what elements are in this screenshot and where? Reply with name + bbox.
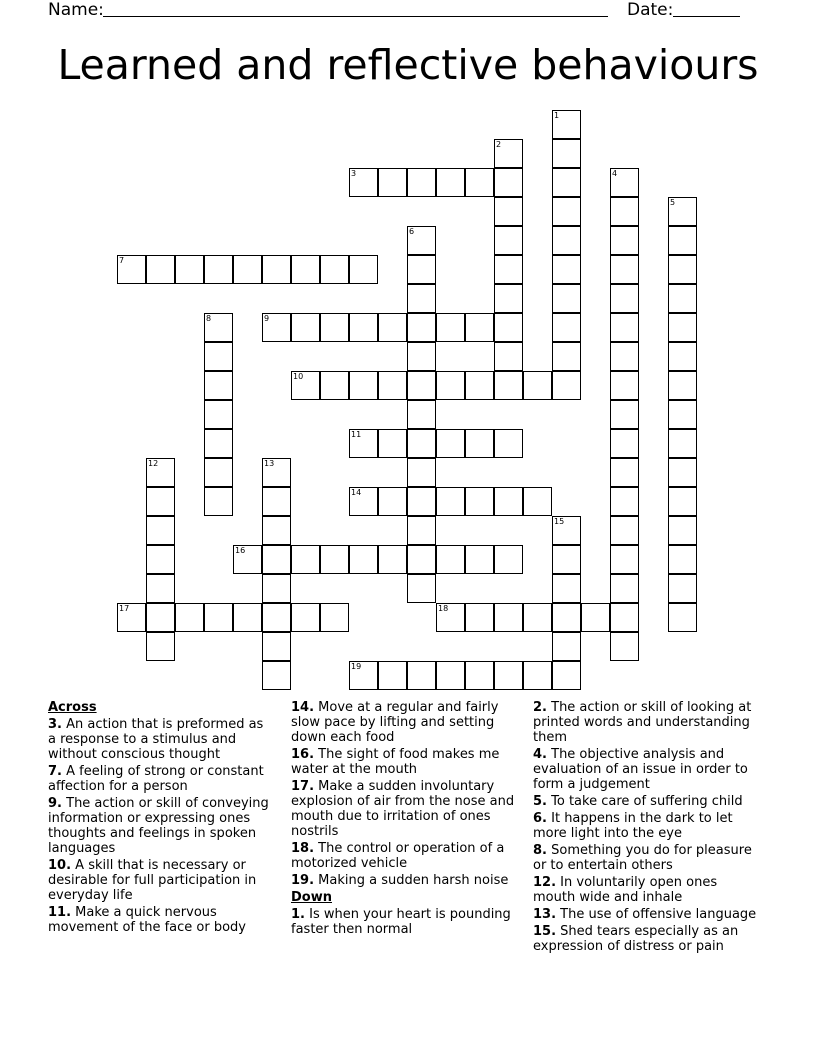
grid-cell[interactable] bbox=[407, 284, 436, 313]
grid-cell[interactable] bbox=[349, 168, 378, 197]
grid-cell[interactable] bbox=[465, 487, 494, 516]
grid-cell[interactable] bbox=[320, 371, 349, 400]
grid-cell[interactable] bbox=[494, 545, 523, 574]
name-label: Name: bbox=[48, 0, 104, 20]
grid-cell[interactable] bbox=[204, 255, 233, 284]
grid-cell[interactable] bbox=[610, 545, 639, 574]
grid-cell[interactable] bbox=[668, 284, 697, 313]
grid-cell[interactable] bbox=[204, 603, 233, 632]
down-clue: 5. To take care of suffering child bbox=[533, 794, 743, 809]
grid-cell[interactable] bbox=[523, 371, 552, 400]
grid-cell[interactable] bbox=[204, 458, 233, 487]
grid-cell[interactable] bbox=[494, 197, 523, 226]
grid-cell[interactable] bbox=[494, 603, 523, 632]
grid-cell[interactable] bbox=[407, 574, 436, 603]
grid-cell[interactable] bbox=[262, 458, 291, 487]
date-label: Date: bbox=[627, 0, 674, 20]
grid-cell[interactable] bbox=[610, 371, 639, 400]
grid-cell[interactable] bbox=[494, 313, 523, 342]
grid-cell[interactable] bbox=[465, 313, 494, 342]
grid-cell[interactable] bbox=[349, 487, 378, 516]
grid-cell[interactable] bbox=[407, 168, 436, 197]
grid-cell[interactable] bbox=[494, 226, 523, 255]
grid-cell[interactable] bbox=[494, 487, 523, 516]
grid-cell[interactable] bbox=[204, 487, 233, 516]
grid-cell[interactable] bbox=[378, 661, 407, 690]
clue-column-1 bbox=[48, 700, 270, 937]
down-clue: 15. Shed tears especially as an expression of distress or pain bbox=[533, 924, 739, 954]
grid-cell[interactable] bbox=[552, 545, 581, 574]
grid-cell[interactable] bbox=[610, 197, 639, 226]
grid-cell[interactable] bbox=[436, 429, 465, 458]
grid-cell[interactable] bbox=[349, 545, 378, 574]
grid-cell[interactable] bbox=[291, 545, 320, 574]
grid-cell[interactable] bbox=[262, 516, 291, 545]
grid-cell[interactable] bbox=[291, 313, 320, 342]
grid-cell[interactable] bbox=[349, 255, 378, 284]
grid-cell[interactable] bbox=[146, 603, 175, 632]
grid-cell[interactable] bbox=[668, 371, 697, 400]
clue-number: 13 bbox=[264, 459, 275, 468]
grid-cell[interactable] bbox=[378, 313, 407, 342]
down-clue: 12. In voluntarily open ones mouth wide and inhale bbox=[533, 875, 718, 905]
grid-cell[interactable] bbox=[146, 516, 175, 545]
across-clue: 17. Make a sudden involuntary explosion of air from the nose and mouth due to irritation of ones nostrils bbox=[291, 779, 515, 839]
grid-cell[interactable] bbox=[117, 255, 146, 284]
grid-cell[interactable] bbox=[668, 545, 697, 574]
grid-cell[interactable] bbox=[407, 661, 436, 690]
grid-cell[interactable] bbox=[668, 342, 697, 371]
grid-cell[interactable] bbox=[233, 603, 262, 632]
grid-cell[interactable] bbox=[262, 603, 291, 632]
clue-number: 14 bbox=[351, 488, 362, 497]
clue-number: 16 bbox=[235, 546, 246, 555]
grid-cell[interactable] bbox=[436, 487, 465, 516]
grid-cell[interactable] bbox=[552, 139, 581, 168]
grid-cell[interactable] bbox=[552, 110, 581, 139]
down-clue: 8. Something you do for pleasure or to entertain others bbox=[533, 843, 752, 873]
grid-cell[interactable] bbox=[436, 168, 465, 197]
grid-cell[interactable] bbox=[465, 661, 494, 690]
across-clue: 16. The sight of food makes me water at the mouth bbox=[291, 747, 500, 777]
grid-cell[interactable] bbox=[407, 313, 436, 342]
grid-cell[interactable] bbox=[146, 487, 175, 516]
grid-cell[interactable] bbox=[204, 400, 233, 429]
grid-cell[interactable] bbox=[552, 255, 581, 284]
grid-cell[interactable] bbox=[349, 313, 378, 342]
grid-cell[interactable] bbox=[349, 371, 378, 400]
grid-cell[interactable] bbox=[552, 516, 581, 545]
grid-cell[interactable] bbox=[262, 632, 291, 661]
down-heading: Down bbox=[291, 890, 332, 905]
grid-cell[interactable] bbox=[378, 545, 407, 574]
down-clue: 4. The objective analysis and evaluation of an issue in order to form a judgement bbox=[533, 747, 748, 792]
clue-number: 17 bbox=[119, 604, 130, 613]
grid-cell[interactable] bbox=[436, 661, 465, 690]
clue-number: 10 bbox=[293, 372, 304, 381]
grid-cell[interactable] bbox=[552, 226, 581, 255]
grid-cell[interactable] bbox=[610, 603, 639, 632]
grid-cell[interactable] bbox=[291, 603, 320, 632]
grid-cell[interactable] bbox=[407, 400, 436, 429]
grid-cell[interactable] bbox=[291, 371, 320, 400]
grid-cell[interactable] bbox=[523, 487, 552, 516]
clue-number: 4 bbox=[612, 169, 618, 178]
grid-cell[interactable] bbox=[610, 458, 639, 487]
clue-number: 1 bbox=[554, 111, 560, 120]
grid-cell[interactable] bbox=[291, 255, 320, 284]
down-clue: 1. Is when your heart is pounding faster then normal bbox=[291, 907, 511, 937]
grid-cell[interactable] bbox=[552, 168, 581, 197]
grid-cell[interactable] bbox=[668, 313, 697, 342]
grid-cell[interactable] bbox=[610, 342, 639, 371]
grid-cell[interactable] bbox=[146, 255, 175, 284]
grid-cell[interactable] bbox=[668, 574, 697, 603]
grid-cell[interactable] bbox=[552, 632, 581, 661]
grid-cell[interactable] bbox=[610, 487, 639, 516]
across-clue: 18. The control or operation of a motorized vehicle bbox=[291, 841, 505, 871]
clue-number: 19 bbox=[351, 662, 362, 671]
grid-cell[interactable] bbox=[668, 487, 697, 516]
across-clue: 7. A feeling of strong or constant affection for a person bbox=[48, 764, 264, 794]
grid-cell[interactable] bbox=[610, 516, 639, 545]
grid-cell[interactable] bbox=[117, 603, 146, 632]
grid-cell[interactable] bbox=[465, 371, 494, 400]
grid-cell[interactable] bbox=[494, 168, 523, 197]
across-clue: 14. Move at a regular and fairly slow pace by lifting and setting down each food bbox=[291, 700, 499, 745]
across-heading: Across bbox=[48, 700, 97, 715]
across-clue: 11. Make a quick nervous movement of the face or body bbox=[48, 905, 246, 935]
grid-cell[interactable] bbox=[233, 255, 262, 284]
across-clue: 10. A skill that is necessary or desirable for full participation in everyday life bbox=[48, 858, 257, 903]
grid-cell[interactable] bbox=[668, 400, 697, 429]
clue-column-2 bbox=[291, 700, 519, 939]
clue-number: 11 bbox=[351, 430, 362, 439]
grid-cell[interactable] bbox=[494, 255, 523, 284]
grid-cell[interactable] bbox=[581, 603, 610, 632]
grid-cell[interactable] bbox=[175, 603, 204, 632]
grid-cell[interactable] bbox=[407, 342, 436, 371]
grid-cell[interactable] bbox=[494, 139, 523, 168]
grid-cell[interactable] bbox=[436, 603, 465, 632]
grid-cell[interactable] bbox=[320, 545, 349, 574]
grid-cell[interactable] bbox=[610, 400, 639, 429]
grid-cell[interactable] bbox=[494, 342, 523, 371]
grid-cell[interactable] bbox=[494, 661, 523, 690]
down-clue: 13. The use of offensive language bbox=[533, 907, 757, 922]
clue-number: 9 bbox=[264, 314, 270, 323]
grid-cell[interactable] bbox=[407, 458, 436, 487]
grid-cell[interactable] bbox=[320, 255, 349, 284]
grid-cell[interactable] bbox=[262, 545, 291, 574]
grid-cell[interactable] bbox=[407, 255, 436, 284]
grid-cell[interactable] bbox=[668, 226, 697, 255]
grid-cell[interactable] bbox=[407, 516, 436, 545]
grid-cell[interactable] bbox=[262, 574, 291, 603]
grid-cell[interactable] bbox=[204, 371, 233, 400]
grid-cell[interactable] bbox=[407, 226, 436, 255]
down-clue: 6. It happens in the dark to let more light into the eye bbox=[533, 811, 733, 841]
grid-cell[interactable] bbox=[494, 429, 523, 458]
grid-cell[interactable] bbox=[668, 458, 697, 487]
grid-cell[interactable] bbox=[436, 371, 465, 400]
clue-number: 7 bbox=[119, 256, 125, 265]
grid-cell[interactable] bbox=[146, 545, 175, 574]
clue-number: 15 bbox=[554, 517, 565, 526]
grid-cell[interactable] bbox=[465, 168, 494, 197]
grid-cell[interactable] bbox=[146, 458, 175, 487]
grid-cell[interactable] bbox=[610, 284, 639, 313]
page-title: Learned and reflective behaviours bbox=[57, 41, 759, 89]
grid-cell[interactable] bbox=[407, 371, 436, 400]
down-clue: 2. The action or skill of looking at printed words and understanding them bbox=[533, 700, 752, 745]
grid-cell[interactable] bbox=[552, 313, 581, 342]
grid-cell[interactable] bbox=[262, 255, 291, 284]
grid-cell[interactable] bbox=[552, 574, 581, 603]
clue-number: 5 bbox=[670, 198, 676, 207]
grid-cell[interactable] bbox=[204, 313, 233, 342]
grid-cell[interactable] bbox=[465, 603, 494, 632]
grid-cell[interactable] bbox=[262, 313, 291, 342]
grid-cell[interactable] bbox=[668, 197, 697, 226]
clue-column-3 bbox=[533, 700, 763, 956]
grid-cell[interactable] bbox=[320, 313, 349, 342]
clue-number: 12 bbox=[148, 459, 159, 468]
grid-cell[interactable] bbox=[436, 313, 465, 342]
grid-cell[interactable] bbox=[436, 545, 465, 574]
grid-cell[interactable] bbox=[494, 284, 523, 313]
across-clue: 3. An action that is preformed as a response to a stimulus and without conscious thought bbox=[48, 717, 264, 762]
grid-cell[interactable] bbox=[610, 226, 639, 255]
grid-cell[interactable] bbox=[668, 255, 697, 284]
grid-cell[interactable] bbox=[610, 255, 639, 284]
clue-list bbox=[48, 700, 776, 960]
grid-cell[interactable] bbox=[204, 429, 233, 458]
grid-cell[interactable] bbox=[523, 603, 552, 632]
grid-cell[interactable] bbox=[320, 603, 349, 632]
grid-cell[interactable] bbox=[175, 255, 204, 284]
grid-cell[interactable] bbox=[233, 545, 262, 574]
grid-cell[interactable] bbox=[378, 168, 407, 197]
grid-cell[interactable] bbox=[204, 342, 233, 371]
clue-number: 8 bbox=[206, 314, 212, 323]
clue-number: 6 bbox=[409, 227, 415, 236]
grid-cell[interactable] bbox=[552, 661, 581, 690]
grid-cell[interactable] bbox=[668, 516, 697, 545]
grid-cell[interactable] bbox=[552, 342, 581, 371]
grid-cell[interactable] bbox=[465, 429, 494, 458]
grid-cell[interactable] bbox=[146, 574, 175, 603]
grid-cell[interactable] bbox=[378, 487, 407, 516]
grid-cell[interactable] bbox=[668, 603, 697, 632]
clue-number: 18 bbox=[438, 604, 449, 613]
grid-cell[interactable] bbox=[407, 545, 436, 574]
grid-cell[interactable] bbox=[349, 429, 378, 458]
grid-cell[interactable] bbox=[262, 661, 291, 690]
grid-cell[interactable] bbox=[378, 429, 407, 458]
grid-cell[interactable] bbox=[552, 371, 581, 400]
across-clue: 19. Making a sudden harsh noise bbox=[291, 873, 509, 888]
grid-cell[interactable] bbox=[349, 661, 378, 690]
grid-cell[interactable] bbox=[552, 284, 581, 313]
clue-number: 2 bbox=[496, 140, 502, 149]
grid-cell[interactable] bbox=[378, 371, 407, 400]
grid-cell[interactable] bbox=[668, 429, 697, 458]
grid-cell[interactable] bbox=[610, 168, 639, 197]
clue-number: 3 bbox=[351, 169, 357, 178]
grid-cell[interactable] bbox=[407, 487, 436, 516]
grid-cell[interactable] bbox=[610, 429, 639, 458]
across-clue: 9. The action or skill of conveying information or expressing ones thoughts and feelings in spoken languages bbox=[48, 796, 269, 856]
grid-cell[interactable] bbox=[610, 574, 639, 603]
grid-cell[interactable] bbox=[494, 371, 523, 400]
grid-cell[interactable] bbox=[407, 429, 436, 458]
grid-cell[interactable] bbox=[262, 487, 291, 516]
grid-cell[interactable] bbox=[146, 632, 175, 661]
grid-cell[interactable] bbox=[610, 313, 639, 342]
grid-cell[interactable] bbox=[465, 545, 494, 574]
grid-cell[interactable] bbox=[552, 603, 581, 632]
grid-cell[interactable] bbox=[552, 197, 581, 226]
grid-cell[interactable] bbox=[610, 632, 639, 661]
grid-cell[interactable] bbox=[523, 661, 552, 690]
